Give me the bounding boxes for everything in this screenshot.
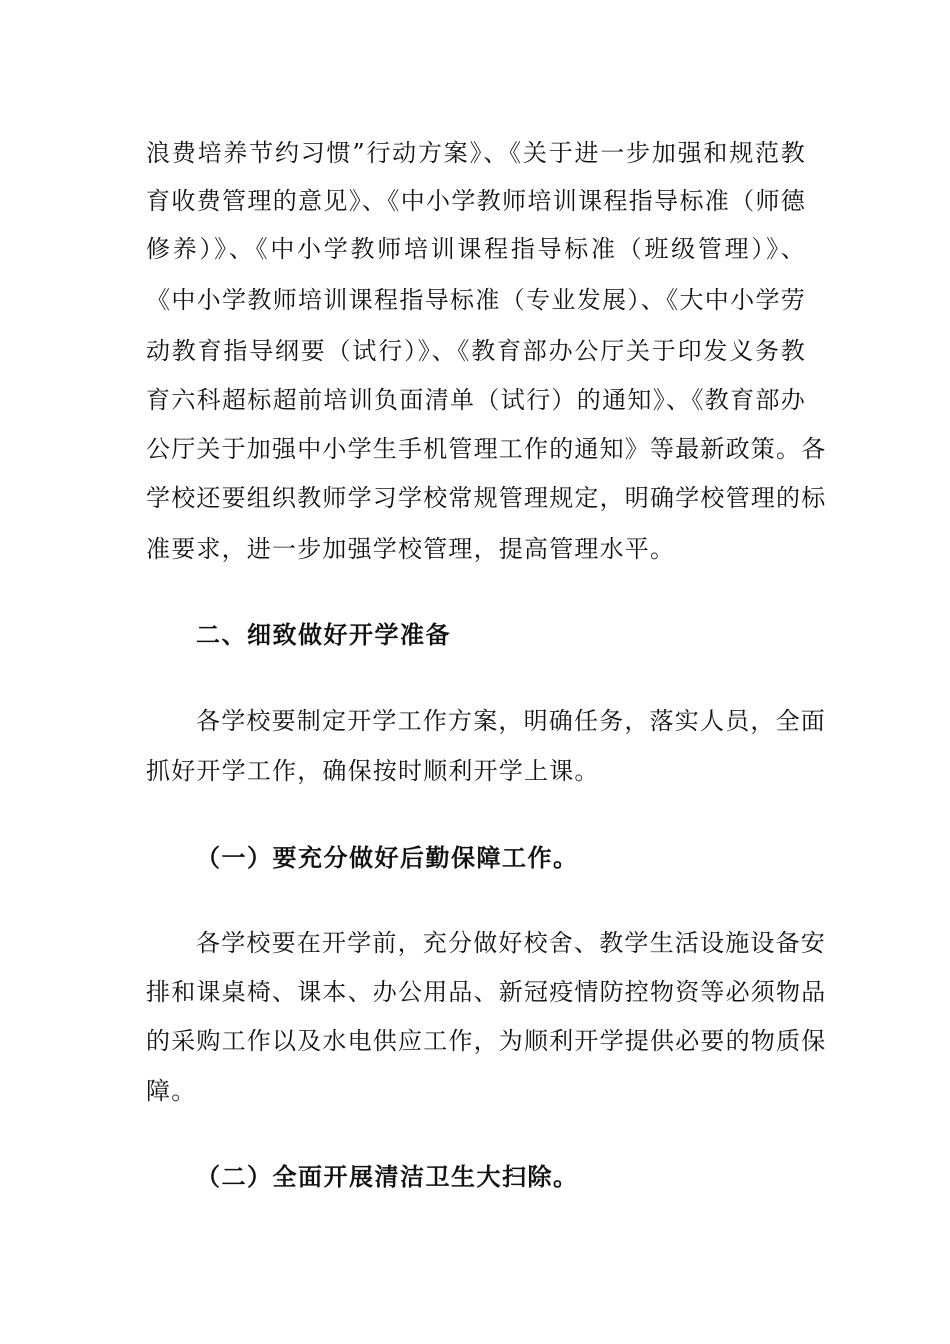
- paragraph-line: 各学校要在开学前，充分做好校舍、教学生活设施设备安: [196, 929, 826, 957]
- paragraph-line: 育收费管理的意见》、《中小学教师培训课程指导标准（师德: [146, 187, 806, 215]
- section-heading: 二、细致做好开学准备: [196, 621, 451, 649]
- paragraph-line: 抓好开学工作，确保按时顺利开学上课。: [146, 757, 600, 785]
- subsection-heading: （一）要充分做好后勤保障工作。: [196, 844, 579, 872]
- paragraph-line: 修养）》、《中小学教师培训课程指导标准（班级管理）》、: [146, 235, 806, 263]
- paragraph-line: 育六科超标超前培训负面清单（试行）的通知》、《教育部办: [146, 386, 806, 414]
- paragraph-line: 各学校要制定开学工作方案，明确任务，落实人员，全面: [196, 707, 826, 735]
- paragraph-line: 浪费培养节约习惯”行动方案》、《关于进一步加强和规范教: [146, 139, 806, 167]
- paragraph-line: 公厅关于加强中小学生手机管理工作的通知》等最新政策。各: [146, 435, 827, 463]
- paragraph-line: 学校还要组织教师学习学校常规管理规定，明确学校管理的标: [146, 484, 827, 512]
- paragraph-line: 《中小学教师培训课程指导标准（专业发展）、《大中小学劳: [146, 286, 806, 314]
- paragraph-line: 障。: [146, 1077, 197, 1105]
- paragraph-line: 动教育指导纲要（试行）》、《教育部办公厅关于印发义务教: [146, 337, 806, 365]
- paragraph-line: 准要求，进一步加强学校管理，提高管理水平。: [146, 535, 676, 563]
- paragraph-line: 排和课桌椅、课本、办公用品、新冠疫情防控物资等必须物品: [146, 978, 827, 1006]
- paragraph-line: 的采购工作以及水电供应工作，为顺利开学提供必要的物质保: [146, 1027, 827, 1055]
- subsection-heading: （二）全面开展清洁卫生大扫除。: [196, 1163, 579, 1191]
